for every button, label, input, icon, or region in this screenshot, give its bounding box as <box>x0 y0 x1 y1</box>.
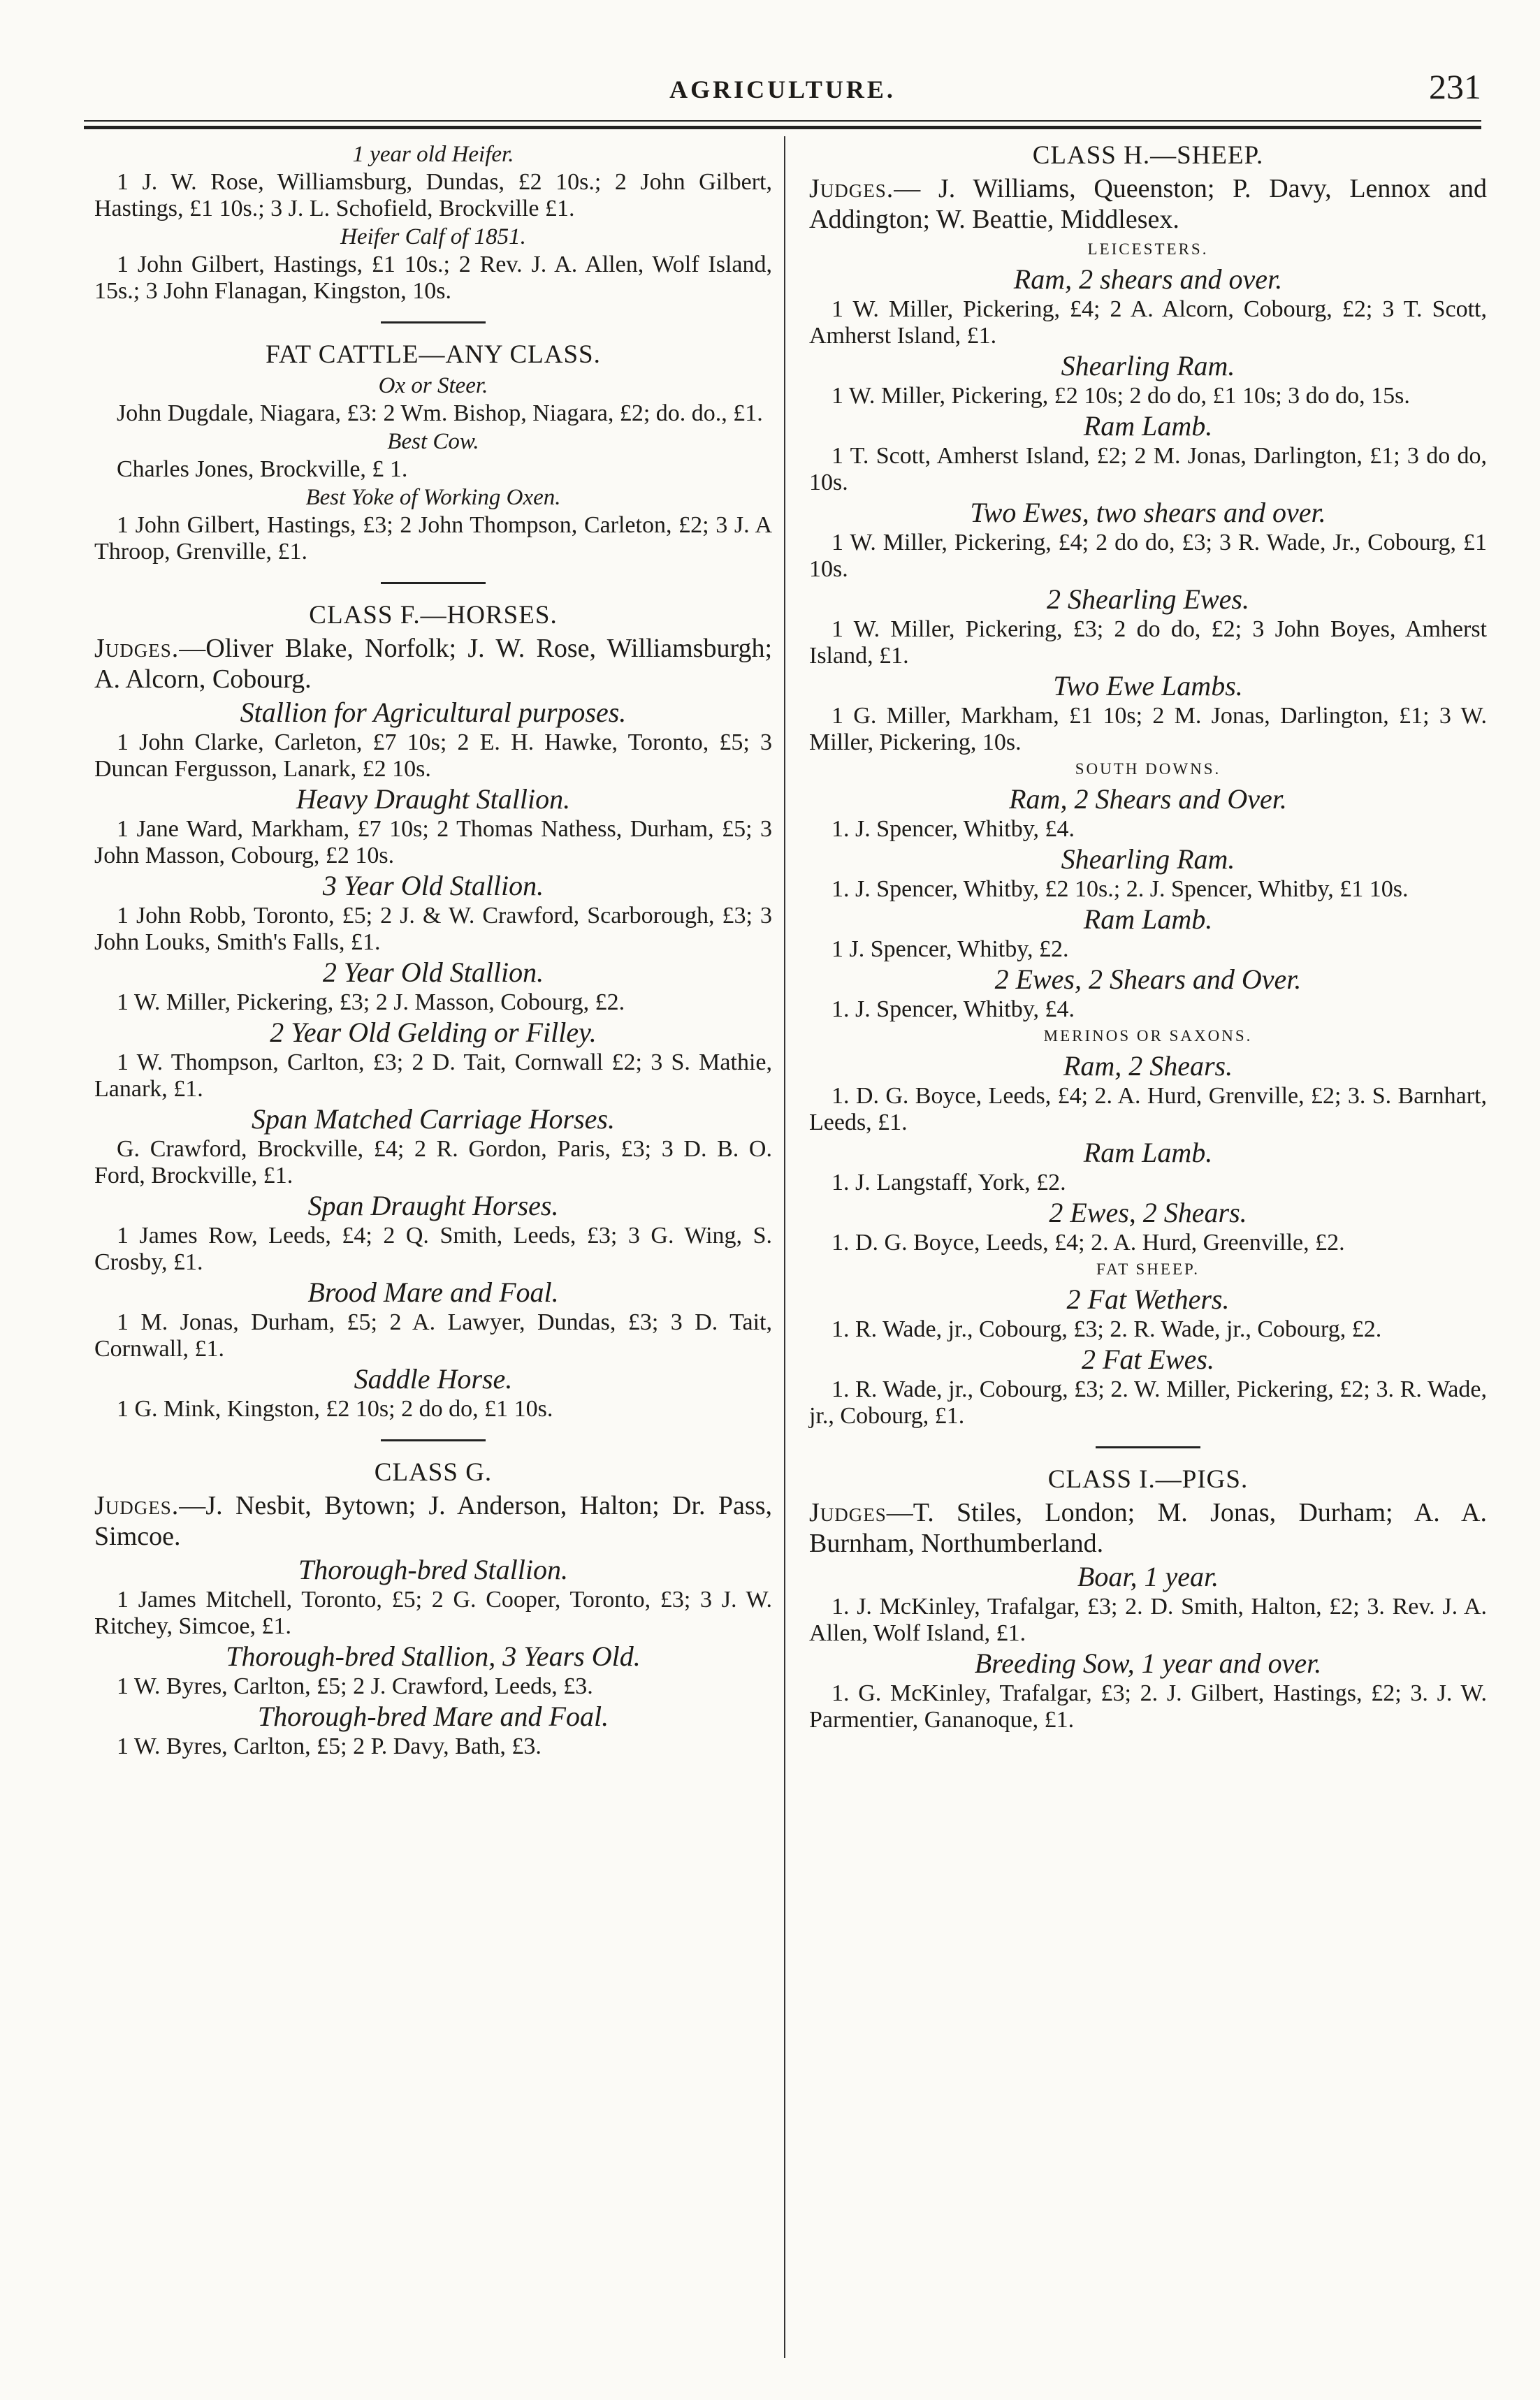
breed-heading-merinos: MERINOS OR SAXONS. <box>1043 1027 1253 1045</box>
prize-entry: 1. J. Spencer, Whitby, £4. <box>831 996 1075 1022</box>
prize-entry: 1 W. Miller, Pickering, £2 10s; 2 do do, £1 10s; 3 do do, 15s. <box>831 383 1410 409</box>
category-heading: Breeding Sow, 1 year and over. <box>974 1648 1322 1679</box>
prize-entry: 1. R. Wade, jr., Cobourg, £3; 2. R. Wade, jr., Cobourg, £2. <box>831 1316 1382 1342</box>
prize-entry: 1. R. Wade, jr., Cobourg, £3; 2. W. Miller, Pickering, £2; 3. R. Wade, jr., Cobourg, £1. <box>809 1376 1487 1429</box>
section-rule <box>381 582 486 584</box>
category-heading: Thorough-bred Stallion. <box>298 1554 568 1585</box>
category-heading: Brood Mare and Foal. <box>307 1277 559 1308</box>
judges-label: Judges. <box>94 634 180 663</box>
category-heading: Ram, 2 Shears and Over. <box>1009 783 1287 815</box>
prize-entry: 1 W. Miller, Pickering, £4; 2 do do, £3; 3 R. Wade, Jr., Cobourg, £1 10s. <box>809 530 1487 582</box>
prize-entry: 1. J. McKinley, Trafalgar, £3; 2. D. Smith, Halton, £2; 3. Rev. J. A. Allen, Wolf Island, £1. <box>809 1594 1487 1646</box>
left-column <box>94 140 772 1760</box>
category-heading: Shearling Ram. <box>1061 350 1235 381</box>
right-column <box>809 140 1487 1733</box>
prize-entry: 1 John Clarke, Carleton, £7 10s; 2 E. H. Hawke, Toronto, £5; 3 Duncan Fergusson, Lanark, £2 10s. <box>94 729 772 782</box>
header-rule-thick <box>84 126 1481 129</box>
category-heading: 2 Year Old Gelding or Filley. <box>270 1017 597 1048</box>
section-rule <box>381 321 486 323</box>
category-heading: Boar, 1 year. <box>1077 1561 1219 1592</box>
section-heading-fat-cattle: FAT CATTLE—ANY CLASS. <box>266 340 601 369</box>
prize-entry: 1. D. G. Boyce, Leeds, £4; 2. A. Hurd, Grenville, £2; 3. S. Barnhart, Leeds, £1. <box>809 1083 1487 1135</box>
category-heading: Thorough-bred Stallion, 3 Years Old. <box>226 1641 641 1672</box>
category-heading: Ram Lamb. <box>1083 410 1213 442</box>
prize-entry: 1 G. Miller, Markham, £1 10s; 2 M. Jonas, Darlington, £1; 3 W. Miller, Pickering, 10s. <box>809 703 1487 755</box>
category-heading: 2 Fat Ewes. <box>1082 1344 1214 1375</box>
category-heading: Two Ewe Lambs. <box>1053 670 1243 701</box>
judges-line <box>809 1497 1487 1559</box>
category-heading: Two Ewes, two shears and over. <box>970 497 1326 528</box>
judges-label: Judges. <box>809 174 894 203</box>
category-heading: Best Yoke of Working Oxen. <box>305 485 561 510</box>
category-heading: Heifer Calf of 1851. <box>340 224 526 249</box>
category-heading: Ram, 2 shears and over. <box>1013 263 1283 295</box>
judges-label: Judges. <box>94 1491 180 1520</box>
prize-entry: 1 John Gilbert, Hastings, £1 10s.; 2 Rev. J. A. Allen, Wolf Island, 15s.; 3 John Flanagan, Kingston, 10s. <box>94 252 772 304</box>
prize-entry: 1 John Gilbert, Hastings, £3; 2 John Thompson, Carleton, £2; 3 J. A Throop, Grenville, £1. <box>94 512 772 565</box>
breed-heading-leicesters: LEICESTERS. <box>1087 240 1209 258</box>
category-heading: Stallion for Agricultural purposes. <box>240 697 627 728</box>
prize-entry: 1. G. McKinley, Trafalgar, £3; 2. J. Gilbert, Hastings, £2; 3. J. W. Parmentier, Gananoque, £1. <box>809 1680 1487 1733</box>
category-heading: Span Draught Horses. <box>307 1190 559 1221</box>
breed-heading-south-downs: SOUTH DOWNS. <box>1075 760 1221 778</box>
category-heading: Shearling Ram. <box>1061 843 1235 875</box>
category-heading: Ram Lamb. <box>1083 903 1213 935</box>
category-heading: 1 year old Heifer. <box>352 142 514 167</box>
judges-line <box>809 173 1487 235</box>
prize-entry: 1 M. Jonas, Durham, £5; 2 A. Lawyer, Dundas, £3; 3 D. Tait, Cornwall, £1. <box>94 1309 772 1362</box>
category-heading: 2 Fat Wethers. <box>1066 1283 1230 1315</box>
category-heading: 2 Shearling Ewes. <box>1047 583 1249 615</box>
category-heading: Ram Lamb. <box>1083 1137 1213 1168</box>
prize-entry: 1 W. Thompson, Carlton, £3; 2 D. Tait, Cornwall £2; 3 S. Mathie, Lanark, £1. <box>94 1049 772 1102</box>
page-number: 231 <box>1429 67 1481 106</box>
category-heading: Ram, 2 Shears. <box>1063 1050 1233 1082</box>
prize-entry: 1 W. Miller, Pickering, £4; 2 A. Alcorn, Cobourg, £2; 3 T. Scott, Amherst Island, £1. <box>809 296 1487 349</box>
category-heading: 2 Ewes, 2 Shears and Over. <box>994 963 1302 995</box>
judges-line <box>94 633 772 694</box>
prize-entry: Charles Jones, Brockville, £ 1. <box>117 456 408 482</box>
header-rule-thin <box>84 120 1481 122</box>
judges-line <box>94 1490 772 1552</box>
category-heading: Thorough-bred Mare and Foal. <box>257 1701 609 1732</box>
prize-entry: 1 W. Miller, Pickering, £3; 2 do do, £2; 3 John Boyes, Amherst Island, £1. <box>809 616 1487 669</box>
judges-names: —J. Nesbit, Bytown; J. Anderson, Halton; Dr. Pass, Simcoe. <box>94 1491 772 1551</box>
category-heading: 3 Year Old Stallion. <box>322 870 544 901</box>
column-divider <box>784 136 785 2358</box>
section-heading-class-g: CLASS G. <box>374 1458 493 1487</box>
prize-entry: 1 Jane Ward, Markham, £7 10s; 2 Thomas Nathess, Durham, £5; 3 John Masson, Cobourg, £2 10s. <box>94 816 772 868</box>
breed-heading-fat-sheep: FAT SHEEP. <box>1096 1260 1200 1278</box>
page-header <box>84 66 1481 115</box>
category-heading: Heavy Draught Stallion. <box>296 783 571 815</box>
prize-entry: 1 W. Miller, Pickering, £3; 2 J. Masson, Cobourg, £2. <box>117 989 625 1015</box>
category-heading: Ox or Steer. <box>378 373 488 398</box>
section-heading-class-h: CLASS H.—SHEEP. <box>1032 141 1264 170</box>
category-heading: 2 Year Old Stallion. <box>322 957 544 988</box>
prize-entry: 1 T. Scott, Amherst Island, £2; 2 M. Jonas, Darlington, £1; 3 do do, 10s. <box>809 443 1487 495</box>
category-heading: Span Matched Carriage Horses. <box>252 1103 615 1135</box>
prize-entry: G. Crawford, Brockville, £4; 2 R. Gordon, Paris, £3; 3 D. B. O. Ford, Brockville, £1. <box>94 1136 772 1188</box>
section-heading-class-f: CLASS F.—HORSES. <box>309 601 558 630</box>
category-heading: 2 Ewes, 2 Shears. <box>1049 1197 1247 1228</box>
prize-entry: 1 J. W. Rose, Williamsburg, Dundas, £2 10s.; 2 John Gilbert, Hastings, £1 10s.; 3 J. L. Schofield, Brockville £1. <box>94 169 772 221</box>
prize-entry: 1. J. Spencer, Whitby, £4. <box>831 816 1075 842</box>
prize-entry: 1. J. Langstaff, York, £2. <box>831 1170 1066 1195</box>
judges-names: — J. Williams, Queenston; P. Davy, Lennox and Addington; W. Beattie, Middlesex. <box>809 174 1487 234</box>
prize-entry: 1. D. G. Boyce, Leeds, £4; 2. A. Hurd, Greenville, £2. <box>831 1230 1345 1256</box>
prize-entry: 1 James Row, Leeds, £4; 2 Q. Smith, Leeds, £3; 3 G. Wing, S. Crosby, £1. <box>94 1223 772 1275</box>
category-heading: Saddle Horse. <box>354 1363 513 1395</box>
prize-entry: 1. J. Spencer, Whitby, £2 10s.; 2. J. Spencer, Whitby, £1 10s. <box>831 876 1409 902</box>
prize-entry: 1 W. Byres, Carlton, £5; 2 P. Davy, Bath, £3. <box>117 1733 542 1759</box>
prize-entry: 1 W. Byres, Carlton, £5; 2 J. Crawford, Leeds, £3. <box>117 1673 593 1699</box>
prize-entry: 1 J. Spencer, Whitby, £2. <box>831 936 1069 962</box>
judges-label: Judges <box>809 1498 887 1527</box>
prize-entry: 1 James Mitchell, Toronto, £5; 2 G. Cooper, Toronto, £3; 3 J. W. Ritchey, Simcoe, £1. <box>94 1587 772 1639</box>
running-head: AGRICULTURE. <box>669 75 896 103</box>
section-heading-class-i: CLASS I.—PIGS. <box>1047 1465 1249 1494</box>
prize-entry: John Dugdale, Niagara, £3: 2 Wm. Bishop, Niagara, £2; do. do., £1. <box>117 400 763 426</box>
section-rule <box>1096 1446 1200 1448</box>
section-rule <box>381 1439 486 1441</box>
prize-entry: 1 G. Mink, Kingston, £2 10s; 2 do do, £1 10s. <box>117 1396 553 1422</box>
judges-names: —T. Stiles, London; M. Jonas, Durham; A. A. Burnham, Northumberland. <box>809 1498 1487 1558</box>
category-heading: Best Cow. <box>387 429 479 454</box>
judges-names: —Oliver Blake, Norfolk; J. W. Rose, Williamsburgh; A. Alcorn, Cobourg. <box>94 634 772 694</box>
prize-entry: 1 John Robb, Toronto, £5; 2 J. & W. Crawford, Scarborough, £3; 3 John Louks, Smith's Falls, £1. <box>94 903 772 955</box>
